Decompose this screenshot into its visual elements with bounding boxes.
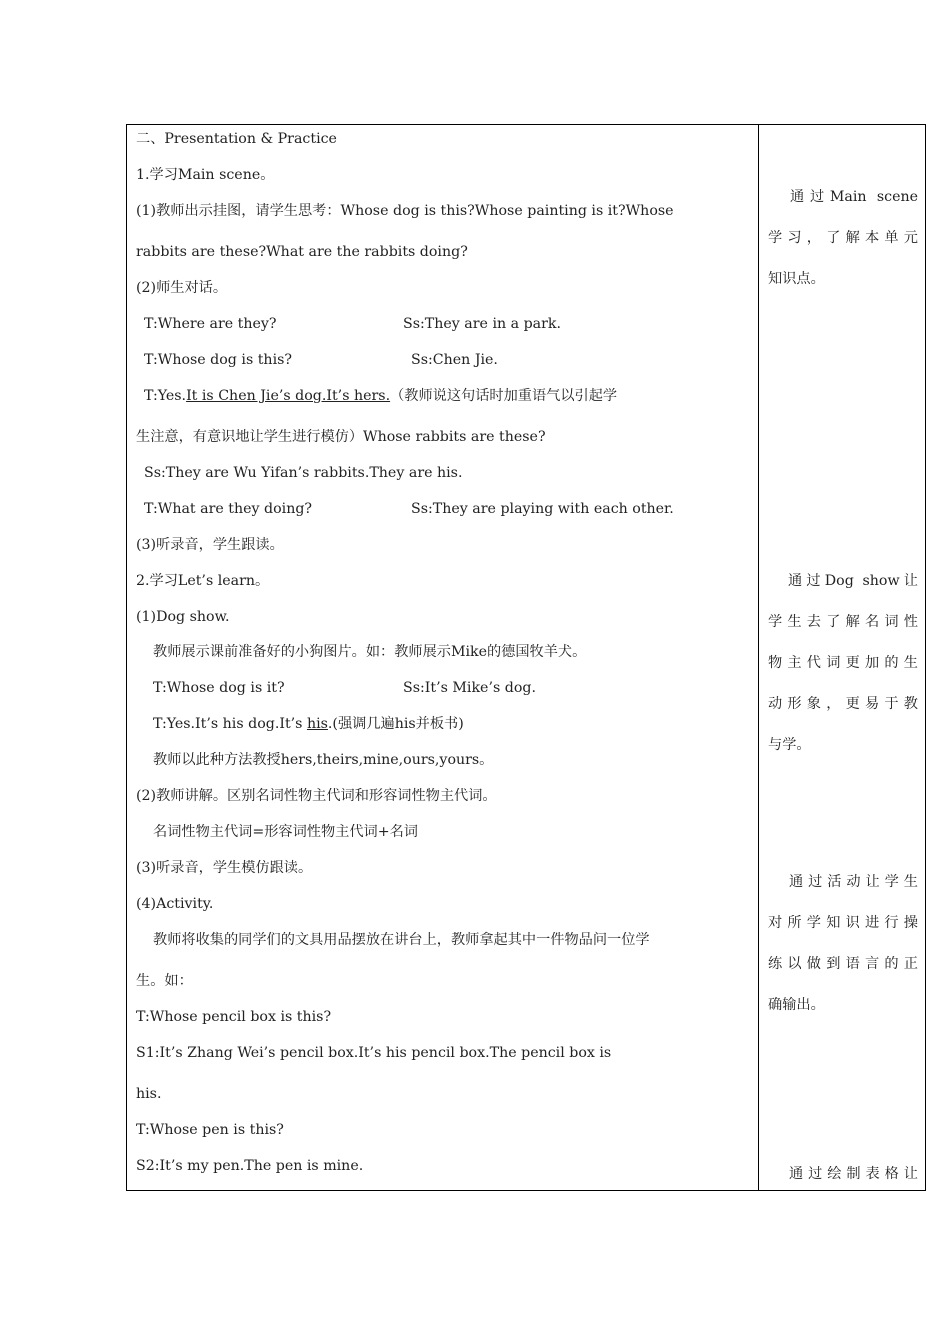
text-segment: （教师说这句话时加重语气以引起学 — [390, 388, 618, 404]
step-heading: 1.学习Main scene。 — [136, 167, 275, 183]
dialogue-teacher: T:What are they doing? — [144, 501, 313, 517]
text-line: (3)听录音，学生跟读。 — [136, 537, 284, 553]
intent-note-4 — [768, 1164, 918, 1190]
lesson-plan-table — [126, 124, 926, 1191]
dialogue-students: Ss:Chen Jie. — [411, 352, 498, 368]
dialogue-students: Ss:It’s Mike’s dog. — [403, 680, 536, 696]
text-line: 生。如： — [136, 973, 193, 989]
dialogue-teacher: T:Where are they? — [144, 316, 277, 332]
text-line: (1)Dog show. — [136, 609, 230, 625]
text-line: 教师展示课前准备好的小狗图片。如：教师展示Mike的德国牧羊犬。 — [153, 644, 587, 660]
text-line: 教师将收集的同学们的文具用品摆放在讲台上，教师拿起其中一件物品问一位学 — [153, 932, 650, 948]
dialogue-students: Ss:They are playing with each other. — [411, 501, 674, 517]
table-row — [127, 125, 926, 1191]
note-line: 与学。 — [768, 737, 811, 753]
procedure-content — [127, 125, 758, 1190]
note-line: 确输出。 — [768, 997, 825, 1013]
text-line: (2)师生对话。 — [136, 280, 228, 296]
text-segment: T:Yes. — [144, 388, 187, 404]
text-segment: T:Yes.It’s his dog.It’s — [153, 716, 307, 732]
intent-note-2 — [768, 571, 918, 776]
text-line: S1:It’s Zhang Wei’s pencil box.It’s his pencil box.The pencil box is — [136, 1045, 612, 1061]
dialogue-teacher — [153, 714, 464, 734]
step-heading: 2.学习Let’s learn。 — [136, 573, 270, 589]
note-line: 练以做到语言的正 — [768, 956, 918, 972]
design-intent-cell — [759, 125, 926, 1191]
text-segment: .(强调几遍his并板书) — [327, 716, 464, 732]
dialogue-teacher — [144, 386, 617, 406]
note-line: 通过活动让学生 — [789, 874, 918, 890]
procedure-cell — [127, 125, 759, 1191]
note-line: 学习，了解本单元 — [768, 230, 918, 246]
text-line: T:Whose pencil box is this? — [136, 1009, 332, 1025]
note-line: 物主代词更加的生 — [768, 655, 918, 671]
underlined-word: his — [306, 716, 328, 732]
note-line: 学生去了解名词性 — [768, 614, 918, 630]
text-line: rabbits are these?What are the rabbits doing? — [136, 244, 468, 260]
dialogue-students: Ss:They are in a park. — [403, 316, 562, 332]
note-line: 动形象，更易于教 — [768, 696, 918, 712]
note-line: 通过Dog show让 — [788, 573, 918, 589]
note-line: 通过Main scene — [790, 189, 918, 205]
text-line: (2)教师讲解。区别名词性物主代词和形容词性物主代词。 — [136, 788, 497, 804]
text-line: his. — [136, 1086, 162, 1102]
text-line: 生注意，有意识地让学生进行模仿）Whose rabbits are these? — [136, 429, 546, 445]
text-line: T:Whose pen is this? — [136, 1122, 284, 1138]
note-line: 知识点。 — [768, 271, 825, 287]
note-line: 对所学知识进行操 — [768, 915, 918, 931]
text-line: (1)教师出示挂图，请学生思考：Whose dog is this?Whose painting is it?Whose — [136, 203, 674, 219]
underlined-sentence: It is Chen Jie’s dog.It’s hers. — [186, 388, 391, 404]
note-line: 通过绘制表格让 — [789, 1166, 918, 1182]
text-line: 教师以此种方法教授hers,theirs,mine,ours,yours。 — [153, 752, 494, 768]
text-line: S2:It’s my pen.The pen is mine. — [136, 1158, 364, 1174]
dialogue-teacher: T:Whose dog is it? — [153, 680, 285, 696]
design-intent-content — [759, 125, 925, 1190]
dialogue-teacher: T:Whose dog is this? — [144, 352, 292, 368]
text-line: (3)听录音，学生模仿跟读。 — [136, 860, 313, 876]
intent-note-1 — [768, 187, 918, 310]
dialogue-students: Ss:They are Wu Yifan’s rabbits.They are his. — [144, 465, 463, 481]
section-title: 二、Presentation & Practice — [136, 131, 337, 147]
text-line: (4)Activity. — [136, 896, 214, 912]
text-line: 名词性物主代词=形容词性物主代词+名词 — [153, 824, 418, 840]
intent-note-3 — [768, 872, 918, 1036]
